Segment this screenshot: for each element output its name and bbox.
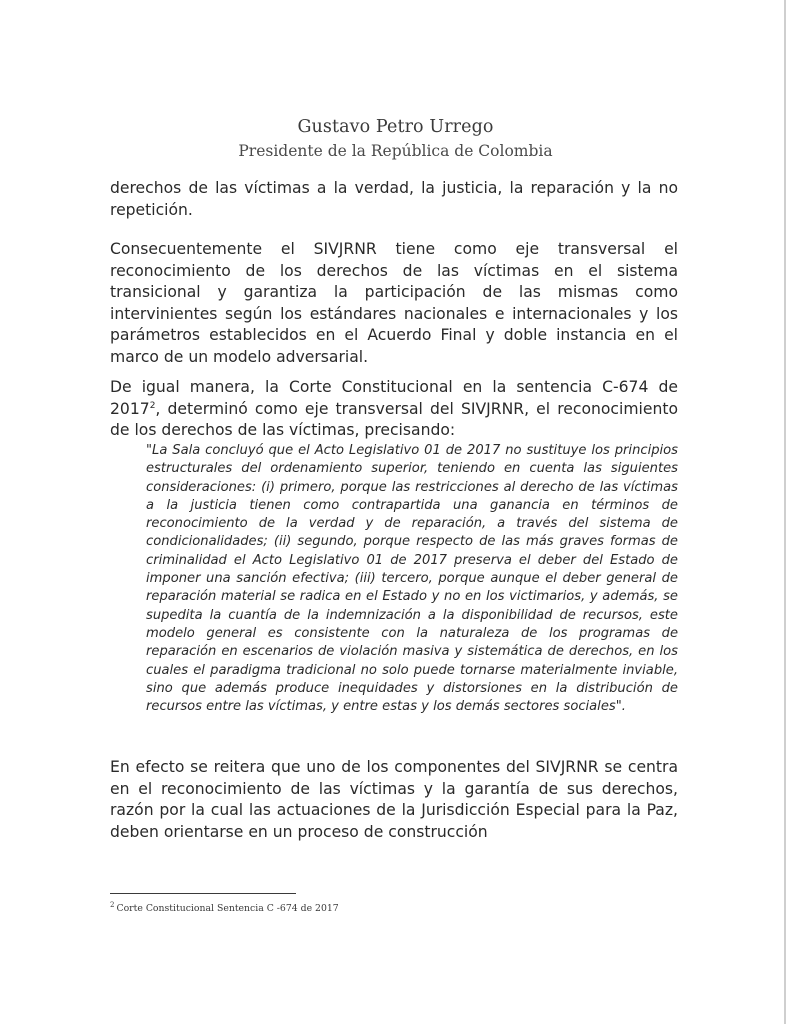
- paragraph-sivjrnr-transversal-axis: Consecuentemente el SIVJRNR tiene como eje transversal el reconocimiento de los derechos de las víctimas en el sistema transicional y garantiza la participación de las mismas como intervinientes según los estándares nacionales e internacionales y los parámetros establecidos en el Acuerdo Final y doble instancia en el marco de un modelo adversarial.: [110, 240, 678, 366]
- letterhead-name: Gustavo Petro Urrego: [297, 117, 494, 137]
- paragraph-text-before-ref: De igual manera, la Corte Constitucional en la sentencia C-674 de 2017: [110, 378, 678, 418]
- paragraph-sivjrnr-components: En efecto se reitera que uno de los componentes del SIVJRNR se centra en el reconocimiento de las víctimas y la garantía de sus derechos, razón por la cual las actuaciones de la Jurisdicción Especial para la Paz, deben orientarse en un proceso de construcción: [110, 758, 678, 841]
- footnote-text: Corte Constitucional Sentencia C -674 de 2017: [116, 903, 339, 914]
- letterhead-role: Presidente de la República de Colombia: [238, 142, 553, 160]
- paragraph-text-after-ref: , determinó como eje transversal del SIVJRNR, el reconocimiento de los derechos de las víctimas, precisando:: [110, 399, 678, 439]
- footnote-reference[interactable]: 2: [149, 400, 156, 411]
- footnote-mark: 2: [110, 900, 115, 909]
- footnote-divider: [110, 893, 296, 894]
- footnote: [110, 900, 339, 914]
- paragraph-victims-rights: derechos de las víctimas a la verdad, la justicia, la reparación y la no repetición.: [110, 179, 678, 219]
- paragraph-constitutional-court: [110, 377, 678, 442]
- block-quote-court-ruling: "La Sala concluyó que el Acto Legislativo 01 de 2017 no sustituye los principios estructurales del ordenamiento superior, teniendo en cuenta las siguientes consideraciones: (i) primero, porque las restricciones al derecho de las víctimas a la justicia tienen como contrapartida una ganancia en términos de reconocimiento de la verdad y de reparación, a través del sistema de condicionalidades; (ii) segundo, porque respecto de las más graves formas de criminalidad el Acto Legislativo 01 de 2017 preserva el deber del Estado de imponer una sanción efectiva; (iii) tercero, porque aunque el deber general de reparación material se radica en el Estado y no en los victimarios, y además, se supedita la cuantía de la indemnización a la disponibilidad de recursos, este modelo general es consistente con la naturaleza de los programas de reparación en escenarios de violación masiva y sistemática de derechos, en los cuales el paradigma tradicional no solo puede tornarse materialmente inviable, sino que además produce inequidades y distorsiones en la distribución de recursos entre las víctimas, y entre estas y los demás sectores sociales".: [146, 443, 678, 715]
